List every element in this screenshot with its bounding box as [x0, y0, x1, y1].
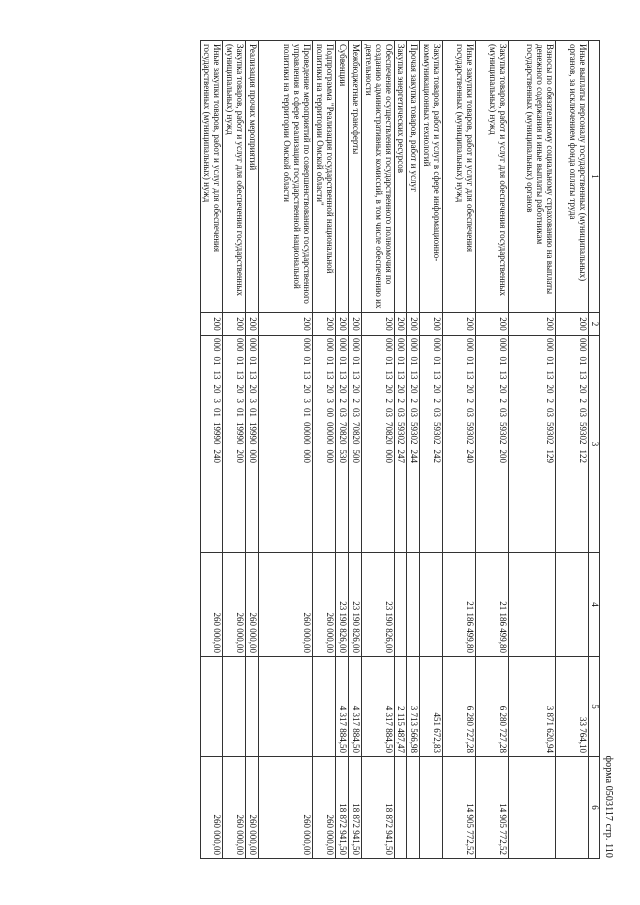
- kbk-segment: 20: [235, 384, 246, 394]
- kbk-segment: 01: [301, 356, 312, 366]
- column-header: 5: [589, 657, 600, 757]
- row-name-cell: Прочая закупка товаров, работ и услуг: [407, 41, 420, 313]
- kbk-segment: 13: [337, 370, 348, 380]
- row-col6-value: [420, 757, 443, 859]
- row-col6-value: 18 872 941,50: [361, 757, 394, 859]
- kbk-segment: 01: [337, 356, 348, 366]
- kbk-segment: 2: [498, 398, 509, 403]
- rotated-page: [66, 40, 614, 858]
- row-name-cell: Проведение мероприятий по совершенствованию государственного управления в сфере реализации государственной национальной политики на территории Омской области: [258, 41, 312, 313]
- row-col5-value: 4 317 884,50: [335, 657, 348, 757]
- kbk-segment: 000: [324, 338, 335, 352]
- row-code-cell: 200: [200, 313, 223, 336]
- kbk-segment: 03: [383, 408, 394, 417]
- kbk-segment: 59302: [545, 422, 556, 445]
- column-header: 1: [589, 41, 600, 313]
- kbk-segment: 01: [301, 408, 312, 417]
- table-row: [476, 41, 509, 859]
- row-kbk-cell: [556, 336, 589, 553]
- row-kbk-cell: [476, 336, 509, 553]
- kbk-segment: 000: [301, 449, 312, 463]
- row-col6-value: 260 000,00: [223, 757, 246, 859]
- row-kbk-cell: [394, 336, 407, 553]
- kbk-segment: 01: [235, 408, 246, 417]
- kbk-segment: 13: [465, 370, 476, 380]
- row-kbk-cell: [335, 336, 348, 553]
- kbk-segment: 03: [498, 408, 509, 417]
- row-kbk-cell: [407, 336, 420, 553]
- kbk-segment: 00000: [324, 422, 335, 445]
- kbk-segment: 01: [409, 356, 420, 366]
- kbk-segment: 59302: [465, 422, 476, 445]
- column-header: 6: [589, 757, 600, 859]
- row-name-cell: Закупка товаров, работ и услуг для обеспечения государственных (муниципальных) нужд: [223, 41, 246, 313]
- kbk-segment: 70820: [337, 422, 348, 445]
- kbk-segment: 03: [350, 408, 361, 417]
- kbk-segment: 19990: [247, 422, 258, 445]
- kbk-segment: 20: [409, 384, 420, 394]
- row-col5-value: [258, 657, 312, 757]
- row-code-cell: 200: [246, 313, 259, 336]
- kbk-segment: 000: [350, 338, 361, 352]
- row-col6-value: 14 905 772,52: [443, 757, 476, 859]
- kbk-segment: 59302: [396, 422, 407, 445]
- row-kbk-cell: [223, 336, 246, 553]
- row-col5-value: 4 317 884,50: [348, 657, 361, 757]
- row-col4-value: 260 000,00: [258, 553, 312, 657]
- row-col5-value: 4 317 884,50: [361, 657, 394, 757]
- kbk-segment: 244: [409, 449, 420, 463]
- kbk-segment: 2: [409, 398, 420, 403]
- kbk-segment: 01: [383, 356, 394, 366]
- table-row: [312, 41, 335, 859]
- row-col6-value: [509, 757, 556, 859]
- kbk-segment: 20: [498, 384, 509, 394]
- row-name-cell: Подпрограмма "Реализация государственной национальной политики на территории Омской области": [312, 41, 335, 313]
- row-col6-value: [394, 757, 407, 859]
- kbk-segment: 20: [383, 384, 394, 394]
- row-name-cell: Закупка товаров, работ и услуг для обеспечения государственных (муниципальных) нужд: [476, 41, 509, 313]
- row-col5-value: 6 280 727,28: [443, 657, 476, 757]
- row-col5-value: [312, 657, 335, 757]
- kbk-segment: 59302: [409, 422, 420, 445]
- kbk-segment: 03: [396, 408, 407, 417]
- row-col5-value: 2 115 487,47: [394, 657, 407, 757]
- kbk-segment: 20: [247, 384, 258, 394]
- kbk-segment: 01: [578, 356, 589, 366]
- kbk-segment: 70820: [350, 422, 361, 445]
- column-header: 3: [589, 336, 600, 553]
- row-code-cell: 200: [223, 313, 246, 336]
- row-col6-value: 260 000,00: [258, 757, 312, 859]
- table-row: [509, 41, 556, 859]
- column-header: 4: [589, 553, 600, 657]
- table-row: [420, 41, 443, 859]
- row-col4-value: 260 000,00: [312, 553, 335, 657]
- row-kbk-cell: [312, 336, 335, 553]
- kbk-segment: 01: [545, 356, 556, 366]
- kbk-segment: 01: [465, 356, 476, 366]
- row-name-cell: Реализация прочих мероприятий: [246, 41, 259, 313]
- kbk-segment: 03: [465, 408, 476, 417]
- table-row: [246, 41, 259, 859]
- header-row: [589, 41, 600, 859]
- kbk-segment: 03: [409, 408, 420, 417]
- row-code-cell: 200: [312, 313, 335, 336]
- table-row: [223, 41, 246, 859]
- kbk-segment: 01: [212, 356, 223, 366]
- row-name-cell: Субвенции: [335, 41, 348, 313]
- kbk-segment: 000: [578, 338, 589, 352]
- row-col5-value: [246, 657, 259, 757]
- kbk-segment: 3: [212, 398, 223, 403]
- kbk-segment: 20: [432, 384, 443, 394]
- table-row: [348, 41, 361, 859]
- kbk-segment: 70820: [383, 422, 394, 445]
- row-name-cell: Закупка товаров, работ и услуг в сфере информационно-коммуникационных технологий: [420, 41, 443, 313]
- kbk-segment: 01: [396, 356, 407, 366]
- kbk-segment: 00: [324, 408, 335, 417]
- kbk-segment: 000: [409, 338, 420, 352]
- kbk-segment: 000: [247, 449, 258, 463]
- row-col4-value: 21 186 499,80: [443, 553, 476, 657]
- kbk-segment: 20: [301, 384, 312, 394]
- row-code-cell: 200: [556, 313, 589, 336]
- row-kbk-cell: [443, 336, 476, 553]
- kbk-segment: 01: [350, 356, 361, 366]
- kbk-segment: 59302: [578, 422, 589, 445]
- kbk-segment: 000: [383, 449, 394, 463]
- kbk-segment: 13: [212, 370, 223, 380]
- kbk-segment: 000: [383, 338, 394, 352]
- row-col6-value: 260 000,00: [312, 757, 335, 859]
- kbk-segment: 000: [247, 338, 258, 352]
- row-code-cell: 200: [443, 313, 476, 336]
- kbk-segment: 03: [545, 408, 556, 417]
- row-kbk-cell: [361, 336, 394, 553]
- table-row: [335, 41, 348, 859]
- row-col4-value: [420, 553, 443, 657]
- kbk-segment: 03: [337, 408, 348, 417]
- kbk-segment: 20: [212, 384, 223, 394]
- row-col5-value: 3 871 620,94: [509, 657, 556, 757]
- table-row: [361, 41, 394, 859]
- kbk-segment: 13: [324, 370, 335, 380]
- kbk-segment: 129: [545, 449, 556, 463]
- column-header: 2: [589, 313, 600, 336]
- row-name-cell: Обеспечение осуществления государственного полномочия по созданию административных комиссий, в том числе обеспечению их деятельности: [361, 41, 394, 313]
- kbk-segment: 000: [324, 449, 335, 463]
- kbk-segment: 20: [396, 384, 407, 394]
- row-col4-value: 260 000,00: [246, 553, 259, 657]
- kbk-segment: 20: [465, 384, 476, 394]
- kbk-segment: 2: [465, 398, 476, 403]
- kbk-segment: 20: [337, 384, 348, 394]
- table-row: [443, 41, 476, 859]
- kbk-segment: 13: [545, 370, 556, 380]
- kbk-segment: 01: [247, 408, 258, 417]
- kbk-segment: 2: [545, 398, 556, 403]
- table-row: [407, 41, 420, 859]
- row-col5-value: 33 764,10: [556, 657, 589, 757]
- kbk-segment: 01: [324, 356, 335, 366]
- kbk-segment: 13: [301, 370, 312, 380]
- row-col6-value: 14 905 772,52: [476, 757, 509, 859]
- kbk-segment: 20: [324, 384, 335, 394]
- kbk-segment: 247: [396, 449, 407, 463]
- kbk-segment: 3: [324, 398, 335, 403]
- kbk-segment: 000: [235, 338, 246, 352]
- row-col4-value: 21 186 499,80: [476, 553, 509, 657]
- row-kbk-cell: [509, 336, 556, 553]
- row-col6-value: 260 000,00: [200, 757, 223, 859]
- kbk-segment: 01: [235, 356, 246, 366]
- kbk-segment: 240: [212, 449, 223, 463]
- kbk-segment: 20: [578, 384, 589, 394]
- kbk-segment: 000: [498, 338, 509, 352]
- row-col6-value: [407, 757, 420, 859]
- row-code-cell: 200: [394, 313, 407, 336]
- row-name-cell: Закупка энергетических ресурсов: [394, 41, 407, 313]
- budget-table: [200, 40, 600, 859]
- kbk-segment: 000: [396, 338, 407, 352]
- kbk-segment: 000: [432, 338, 443, 352]
- table-row: [200, 41, 223, 859]
- row-code-cell: 200: [258, 313, 312, 336]
- row-col4-value: [394, 553, 407, 657]
- kbk-segment: 13: [350, 370, 361, 380]
- kbk-segment: 01: [247, 356, 258, 366]
- kbk-segment: 59302: [498, 422, 509, 445]
- row-col5-value: [223, 657, 246, 757]
- row-col4-value: 260 000,00: [223, 553, 246, 657]
- kbk-segment: 2: [578, 398, 589, 403]
- row-col5-value: 451 672,83: [420, 657, 443, 757]
- kbk-segment: 000: [337, 338, 348, 352]
- kbk-segment: 20: [545, 384, 556, 394]
- row-kbk-cell: [348, 336, 361, 553]
- kbk-segment: 2: [432, 398, 443, 403]
- kbk-segment: 01: [212, 408, 223, 417]
- row-name-cell: Иные закупки товаров, работ и услуг для обеспечения государственных (муниципальных) нужд: [200, 41, 223, 313]
- row-name-cell: Иные закупки товаров, работ и услуг для обеспечения государственных (муниципальных) нужд: [443, 41, 476, 313]
- kbk-segment: 19990: [235, 422, 246, 445]
- kbk-segment: 000: [212, 338, 223, 352]
- row-code-cell: 200: [420, 313, 443, 336]
- row-col4-value: [556, 553, 589, 657]
- kbk-segment: 13: [247, 370, 258, 380]
- row-kbk-cell: [200, 336, 223, 553]
- row-name-cell: Иные выплаты персоналу государственных (муниципальных) органов, за исключением фонда оплаты труда: [556, 41, 589, 313]
- row-col6-value: [556, 757, 589, 859]
- row-col6-value: 260 000,00: [246, 757, 259, 859]
- row-col6-value: 18 872 941,50: [335, 757, 348, 859]
- kbk-segment: 13: [235, 370, 246, 380]
- form-reference: форма 0503117 стр. 110: [603, 755, 614, 858]
- kbk-segment: 03: [578, 408, 589, 417]
- kbk-segment: 240: [465, 449, 476, 463]
- kbk-segment: 242: [432, 449, 443, 463]
- row-name-cell: Взносы по обязательному социальному страхованию на выплаты денежного содержания и иные выплаты работникам государственных (муниципальных) органов: [509, 41, 556, 313]
- kbk-segment: 530: [337, 449, 348, 463]
- kbk-segment: 01: [432, 356, 443, 366]
- kbk-segment: 3: [247, 398, 258, 403]
- kbk-segment: 20: [350, 384, 361, 394]
- row-name-cell: Межбюджетные трансферты: [348, 41, 361, 313]
- kbk-segment: 13: [578, 370, 589, 380]
- kbk-segment: 13: [383, 370, 394, 380]
- kbk-segment: 01: [498, 356, 509, 366]
- row-col4-value: [407, 553, 420, 657]
- table-row: [556, 41, 589, 859]
- row-col4-value: 23 190 826,00: [335, 553, 348, 657]
- row-code-cell: 200: [476, 313, 509, 336]
- row-col4-value: 23 190 826,00: [348, 553, 361, 657]
- kbk-segment: 000: [301, 338, 312, 352]
- kbk-segment: 3: [301, 398, 312, 403]
- kbk-segment: 200: [498, 449, 509, 463]
- row-code-cell: 200: [348, 313, 361, 336]
- row-code-cell: 200: [407, 313, 420, 336]
- kbk-segment: 000: [545, 338, 556, 352]
- kbk-segment: 13: [498, 370, 509, 380]
- row-col4-value: 260 000,00: [200, 553, 223, 657]
- row-col5-value: 3 713 566,98: [407, 657, 420, 757]
- row-code-cell: 200: [509, 313, 556, 336]
- kbk-segment: 00000: [301, 422, 312, 445]
- kbk-segment: 2: [350, 398, 361, 403]
- row-kbk-cell: [258, 336, 312, 553]
- kbk-segment: 2: [337, 398, 348, 403]
- row-col4-value: 23 190 826,00: [361, 553, 394, 657]
- row-col5-value: 6 280 727,28: [476, 657, 509, 757]
- kbk-segment: 59302: [432, 422, 443, 445]
- kbk-segment: 200: [235, 449, 246, 463]
- kbk-segment: 19990: [212, 422, 223, 445]
- kbk-segment: 2: [383, 398, 394, 403]
- kbk-segment: 3: [235, 398, 246, 403]
- table-row: [258, 41, 312, 859]
- kbk-segment: 13: [432, 370, 443, 380]
- row-kbk-cell: [420, 336, 443, 553]
- kbk-segment: 13: [396, 370, 407, 380]
- row-kbk-cell: [246, 336, 259, 553]
- kbk-segment: 000: [465, 338, 476, 352]
- row-col6-value: 18 872 941,50: [348, 757, 361, 859]
- kbk-segment: 03: [432, 408, 443, 417]
- row-col5-value: [200, 657, 223, 757]
- row-col4-value: [509, 553, 556, 657]
- row-code-cell: 200: [361, 313, 394, 336]
- kbk-segment: 2: [396, 398, 407, 403]
- kbk-segment: 13: [409, 370, 420, 380]
- kbk-segment: 500: [350, 449, 361, 463]
- kbk-segment: 122: [578, 449, 589, 463]
- table-row: [394, 41, 407, 859]
- row-code-cell: 200: [335, 313, 348, 336]
